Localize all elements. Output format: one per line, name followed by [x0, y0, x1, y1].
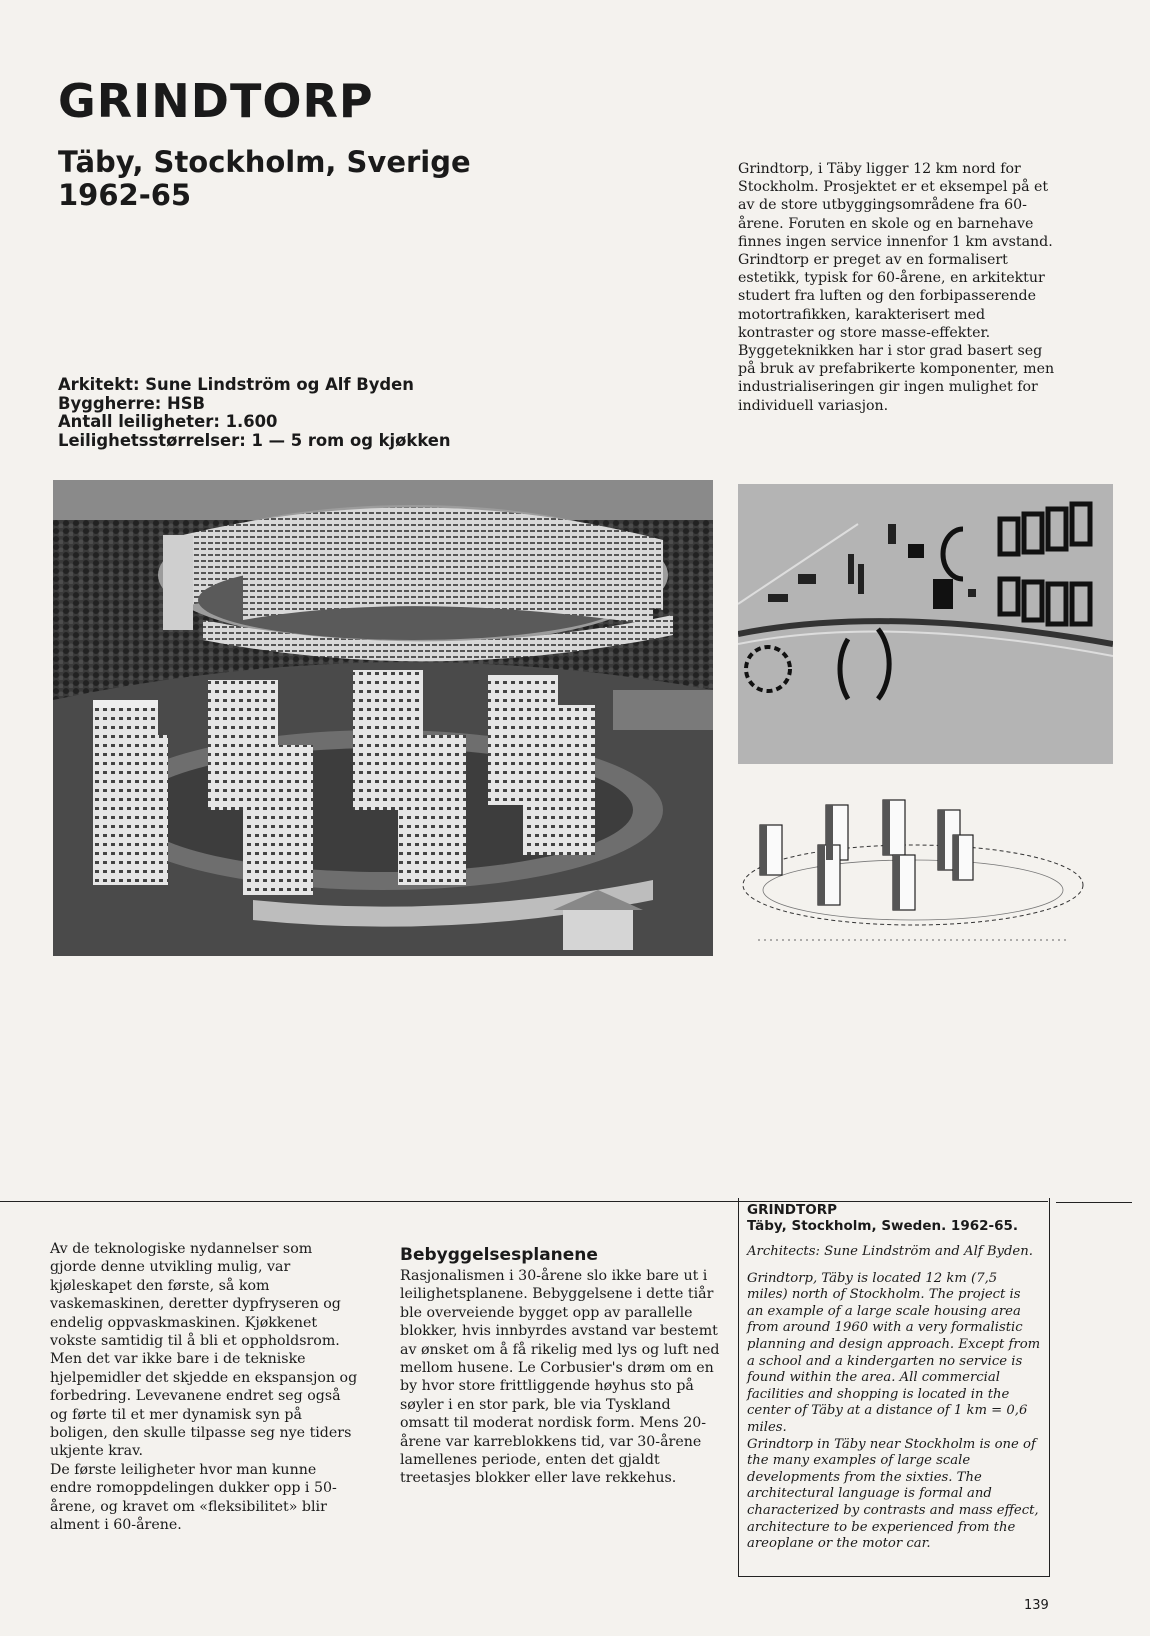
english-paragraph-2: Grindtorp in Täby near Stockholm is one of the many examples of large scale developments from the sixties. The architectural language is formal and characterized by contrasts and mass effect, architecture to be experienced from the areoplane or the motor car. [747, 1436, 1039, 1552]
fact-units: Antall leiligheter: 1.600 [58, 412, 278, 431]
body-column-1 [50, 1240, 360, 1535]
english-subtitle: Täby, Stockholm, Sweden. 1962-65. [747, 1218, 1019, 1234]
fact-sizes: Leilighetsstørrelser: 1 — 5 rom og kjøkken [58, 430, 451, 450]
body-paragraph: Men det var ikke bare i de tekniske hjelpemidler det skjedde en ekspansjon og forbedring. Levevanene endret seg også og førte til et mer dynamisk syn på boligen, den skulle tilpasse seg nye tiders ukjente krav. [50, 1351, 358, 1460]
section-heading: Bebyggelsesplanene [400, 1245, 598, 1265]
section-divider-right [1056, 1202, 1132, 1203]
aerial-photo-illustration [53, 480, 713, 956]
sketch-illustration [738, 790, 1088, 960]
project-facts [58, 376, 578, 450]
body-paragraph: De første leiligheter hvor man kunne endre romoppdelingen dukker opp i 50-årene, og kravet om «fleksibilitet» blir alment i 60-årene. [50, 1461, 337, 1534]
english-title: GRINDTORP [747, 1202, 837, 1218]
site-plan-model-photo [738, 484, 1113, 764]
aerial-photo [53, 480, 713, 956]
subtitle-location: Täby, Stockholm, Sverige [58, 145, 471, 179]
body-paragraph: Av de teknologiske nydannelser som gjorde denne utvikling mulig, var kjøleskapet den første, så kom vaskemaskinen, deretter dypfryseren og endelig oppvaskmaskinen. Kjøkkenet vokste samtidig til å bli et oppholdsrom. [50, 1241, 341, 1350]
body-column-2 [400, 1245, 722, 1488]
page-title: GRINDTORP [58, 74, 374, 128]
intro-paragraph: Grindtorp, i Täby ligger 12 km nord for Stockholm. Prosjektet er et eksempel på et av de store utbyggingsområdene fra 60-årene. Foruten en skole og en barnehave finnes ingen service innenfor 1 km avstand. Grindtorp er preget av en formalisert estetikk, typisk for 60-årene, en arkitektur studert fra luften og den forbipasserende motortrafikken, karakterisert med kontraster og store masse-effekter. Byggeteknikken har i stor grad basert seg på bruk av prefabrikerte komponenter, men industrialiseringen gir ingen mulighet for individuell variasjon. [738, 161, 1055, 414]
english-architects: Architects: Sune Lindström and Alf Byden. [747, 1244, 1033, 1259]
page-subtitle [58, 146, 471, 212]
page-number: 139 [1024, 1598, 1049, 1613]
intro-text-column [738, 160, 1060, 415]
fact-architect: Arkitekt: Sune Lindström og Alf Byden [58, 375, 414, 394]
site-plan-illustration [738, 484, 1113, 764]
english-summary-box [738, 1198, 1050, 1577]
fact-client: Byggherre: HSB [58, 393, 205, 413]
subtitle-years: 1962-65 [58, 178, 192, 212]
body-paragraph: Rasjonalismen i 30-årene slo ikke bare ut i leilighetsplanene. Bebyggelsene i dette tiår ble overveiende bygget opp av parallelle blokker, hvis innbyrdes avstand var bestemt av ønsket om å få rikelig med lys og luft ned mellom husene. Le Corbusier's drøm om en by hvor store frittliggende høyhus sto på søyler i en stor park, ble via Tyskland omsatt til moderat nordisk form. Mens 20-årene var karreblokkens tid, var 30-årene lamellenes periode, enten det gjaldt treetasjes blokker eller lave rekkehus. [400, 1268, 720, 1487]
axonometric-sketch [738, 790, 1088, 960]
english-paragraph-1: Grindtorp, Täby is located 12 km (7,5 miles) north of Stockholm. The project is an example of a large scale housing area from around 1960 with a very formalistic planning and design approach. Except from a school and a kindergarten no service is found within the area. All commercial facilities and shopping is located in the center of Täby at a distance of 1 km = 0,6 miles. [747, 1270, 1041, 1435]
